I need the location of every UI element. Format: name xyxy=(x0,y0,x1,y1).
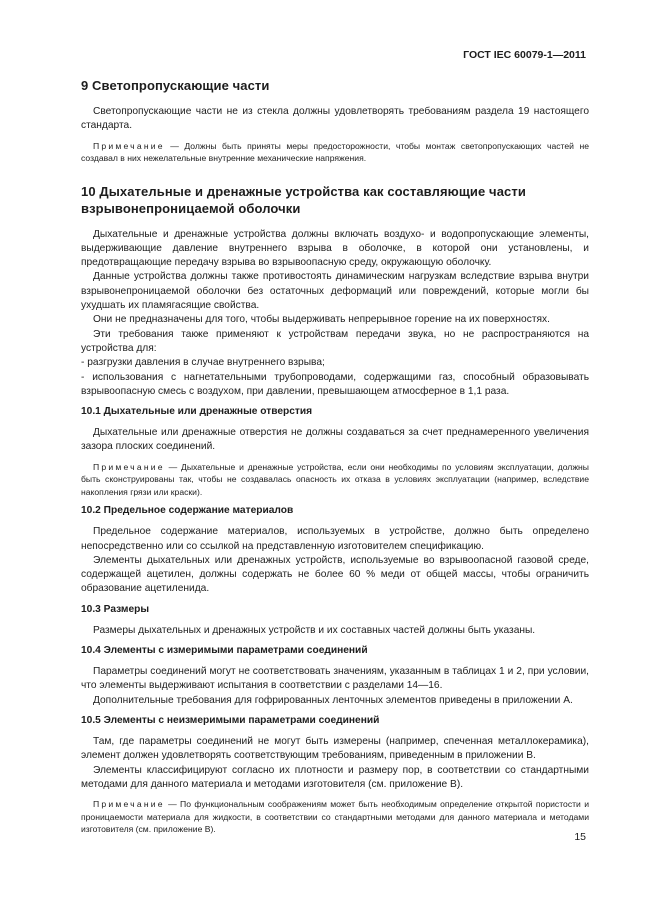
section-10-1-title: 10.1 Дыхательные или дренажные отверстия xyxy=(81,406,313,418)
note-text: — По функциональным соображениям может быть необходимым определение открытой пористости и проницаемости материала для жидкости, в соответствии со стандартными методами для данного материала и методами изготовителя (см. приложение В). xyxy=(81,799,589,835)
section-10-4-paragraph-2: Дополнительные требования для гофрированных ленточных элементов приведены в приложении А. xyxy=(93,694,573,706)
section-9-note xyxy=(81,140,589,165)
document-code: ГОСТ IEC 60079-1—2011 xyxy=(463,49,586,61)
page-content xyxy=(81,77,589,836)
section-10-paragraph-2: Данные устройства должны также противостоять динамическим нагрузкам вследствие взрыва внутри взрывонепроницаемой оболочки без остаточных деформаций или повреждений, которые могли бы ухудшать их пламягасящие свойства. xyxy=(81,271,589,312)
note-label: Примечание xyxy=(93,140,165,151)
section-10-paragraph-1: Дыхательные и дренажные устройства должны включать воздухо- и водопропускающие элементы, выдерживающие давление внутреннего взрыва в оболочке, в которой они установлены, и предотвращающие передачу взрыва во взрывоопасную среду, окружающую оболочку. xyxy=(81,228,589,269)
section-10-2-paragraph-1: Предельное содержание материалов, используемых в устройстве, должно быть определено непосредственно или со ссылкой на представленную изготовителем спецификацию. xyxy=(81,526,589,552)
section-10-3-paragraph: Размеры дыхательных и дренажных устройств и их составных частей должны быть указаны. xyxy=(93,624,536,636)
section-10-paragraph-3: Они не предназначены для того, чтобы выдерживать непрерывное горение на их поверхностях. xyxy=(93,314,550,326)
section-10-5-title: 10.5 Элементы с неизмеримыми параметрами соединений xyxy=(81,714,380,726)
section-10-4-paragraph-1: Параметры соединений могут не соответствовать значениям, указанным в таблицах 1 и 2, при условии, что элементы выдерживают испытания в соответствии с разделами 14—16. xyxy=(81,666,589,692)
section-10-1-note xyxy=(81,461,589,499)
section-10-5-paragraph-1: Там, где параметры соединений не могут быть измерены (например, спеченная металлокерамика), элемент должен удовлетворять соответствующим требованиям, приведенным в приложении В. xyxy=(81,735,589,762)
note-label: Примечание xyxy=(93,461,165,472)
section-10-list-item-1: - разгрузки давления в случае внутреннего взрыва; xyxy=(81,357,325,369)
section-10-1-paragraph: Дыхательные или дренажные отверстия не должны создаваться за счет преднамеренного увеличения зазора плоских соединений. xyxy=(81,427,589,453)
section-10-2-paragraph-2: Элементы дыхательных или дренажных устройств, используемые во взрывоопасной газовой среде, содержащей ацетилен, должны содержать не более 60 % меди от общей массы, чтобы ограничить образование ацетиленида. xyxy=(81,554,589,595)
note-label: Примечание xyxy=(93,799,165,810)
section-10-title: 10 Дыхательные и дренажные устройства как составляющие части взрывонепроницаемой оболочки xyxy=(81,183,526,216)
section-10-paragraph-4: Эти требования также применяют к устройствам передачи звука, но не распространяются на устройства для: xyxy=(81,328,589,354)
section-10-2-title: 10.2 Предельное содержание материалов xyxy=(81,505,294,517)
section-10-5-note xyxy=(81,798,589,836)
page-number: 15 xyxy=(574,831,586,843)
section-9-paragraph: Светопропускающие части не из стекла должны удовлетворять требованиям раздела 19 настоящего стандарта. xyxy=(81,106,589,132)
section-10-list-item-2: - использования с нагнетательными трубопроводами, содержащими газ, способный образовывать взрывоопасную смесь с воздухом, при давлении, превышающем атмосферное в 1,1 раза. xyxy=(81,371,589,397)
section-9-title: 9 Светопропускающие части xyxy=(81,78,270,93)
section-10-4-title: 10.4 Элементы с измеримыми параметрами соединений xyxy=(81,645,368,657)
note-text: — Дыхательные и дренажные устройства, если они необходимы по условиям эксплуатации, должны быть сконструированы так, чтобы не создавалась опасность их отказа в условиях эксплуатации (например, вследствие накопления грязи или краски). xyxy=(81,461,589,497)
section-10-3-title: 10.3 Размеры xyxy=(81,603,150,615)
section-10-5-paragraph-2: Элементы классифицируют согласно их плотности и размеру пор, в соответствии со стандартными методами для данного материала и методами изготовителя (см. приложение В). xyxy=(81,764,589,790)
note-text: — Должны быть приняты меры предосторожности, чтобы монтаж светопропускающих частей не создавал в них нежелательные внутренние механические напряжения. xyxy=(81,140,589,164)
